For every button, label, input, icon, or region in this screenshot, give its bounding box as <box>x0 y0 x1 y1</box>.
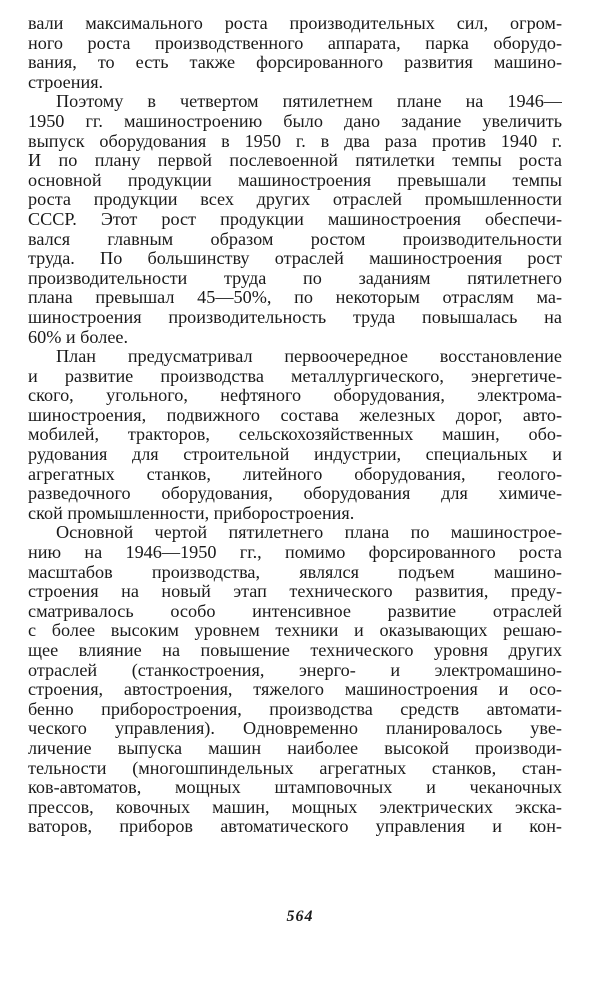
paragraph-3 <box>28 347 562 523</box>
paragraph-4 <box>28 523 562 837</box>
text-line: с более высоким уровнем техники и оказывающих решаю- <box>28 621 562 641</box>
text-line: ского, угольного, нефтяного оборудования, электрома- <box>28 386 562 406</box>
text-line: 1950 гг. машиностроению было дано задание увеличить <box>28 111 562 131</box>
text-line: разведочного оборудования, оборудования для химиче- <box>28 484 562 504</box>
text-line: тельности (многошпиндельных агрегатных станков, стан- <box>28 758 562 778</box>
text-line: прессов, ковочных машин, мощных электрических экска- <box>28 797 562 817</box>
text-line: отраслей (станкостроения, энерго- и электромашино- <box>28 660 562 680</box>
text-line: основной продукции машиностроения превышали темпы <box>28 170 562 190</box>
text-line: Поэтому в четвертом пятилетнем плане на 1946— <box>56 92 562 112</box>
text-line: рудования для строительной индустрии, специальных и <box>28 445 562 465</box>
text-line: шиностроения производительность труда повышалась на <box>28 307 562 327</box>
paragraph-1 <box>28 14 562 92</box>
page-number: 564 <box>286 908 314 925</box>
text-line: вался главным образом ростом производительности <box>28 229 562 249</box>
text-line: производительности труда по заданиям пятилетнего <box>28 268 562 288</box>
text-line: выпуск оборудования в 1950 г. в два раза против 1940 г. <box>28 131 562 151</box>
text-line: И по плану первой послевоенной пятилетки темпы роста <box>28 151 562 171</box>
text-line: строения на новый этап технического развития, преду- <box>28 582 562 602</box>
text-line: нию на 1946—1950 гг., помимо форсированного роста <box>28 543 562 563</box>
text-line: бенно приборостроения, производства средств автомати- <box>28 699 562 719</box>
text-line: ков-автоматов, мощных штамповочных и чеканочных <box>28 778 562 798</box>
text-line: Основной чертой пятилетнего плана по машинострое- <box>56 523 562 543</box>
text-line: и развитие производства металлургического, энергетиче- <box>28 366 562 386</box>
text-line: вания, то есть также форсированного развития машино- <box>28 53 562 73</box>
paragraph-2 <box>28 92 562 347</box>
text-line: СССР. Этот рост продукции машиностроения обеспечи- <box>28 209 562 229</box>
text-line: ваторов, приборов автоматического управления и кон- <box>28 817 562 837</box>
text-line: План предусматривал первоочередное восстановление <box>56 347 562 367</box>
text-line: шиностроения, подвижного состава железных дорог, авто- <box>28 405 562 425</box>
text-line: агрегатных станков, литейного оборудования, геолого- <box>28 464 562 484</box>
text-line: 60% и более. <box>28 327 129 347</box>
text-line: плана превышал 45—50%, по некоторым отраслям ма- <box>28 288 562 308</box>
text-line: ческого управления). Одновременно планировалось уве- <box>28 719 562 739</box>
text-line: щее влияние на повышение технического уровня других <box>28 641 562 660</box>
text-line: личение выпуска машин наиболее высокой производи- <box>28 738 562 758</box>
page-body <box>28 14 562 837</box>
text-line: мобилей, тракторов, сельскохозяйственных машин, обо- <box>28 425 562 445</box>
text-line: ской промышленности, приборостроения. <box>28 503 355 523</box>
text-line: строения. <box>28 72 104 92</box>
text-line: масштабов производства, являлся подъем машино- <box>28 562 562 582</box>
text-line: ного роста производственного аппарата, парка оборудо- <box>28 33 562 53</box>
text-line: сматривалось особо интенсивное развитие отраслей <box>28 601 562 621</box>
text-line: роста продукции всех других отраслей промышленности <box>28 190 562 210</box>
text-line: труда. По большинству отраслей машиностроения рост <box>28 249 562 269</box>
text-line: вали максимального роста производительных сил, огром- <box>28 14 562 33</box>
text-line: строения, автостроения, тяжелого машиностроения и осо- <box>28 680 562 700</box>
